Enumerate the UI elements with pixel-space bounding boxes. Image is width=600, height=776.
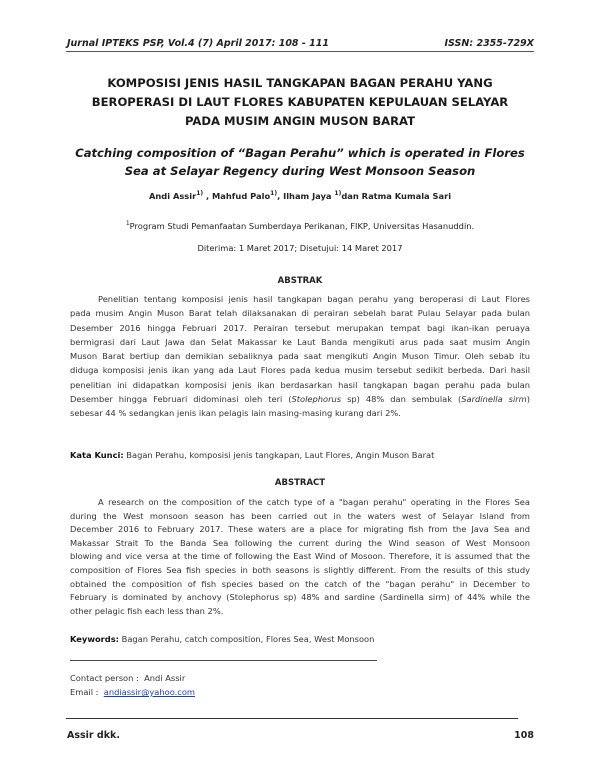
abstract-body — [70, 496, 530, 618]
abstrak-heading: ABSTRAK — [277, 276, 323, 286]
page-number: 108 — [514, 730, 534, 741]
abstract-line: December 2016 to February 2017. These waters are a place for migrating fish from the Java Sea and — [70, 524, 530, 535]
abstrak-text: Desember hingga Februari didominasi oleh teri ( — [70, 394, 292, 405]
en-title-line-2: Sea at Selayar Regency during West Monsoon Season — [124, 164, 476, 178]
issn-header: ISSN: 2355-729X — [444, 38, 534, 49]
author-1-sup: 1) — [196, 190, 204, 197]
abstrak-line: pada musim Angin Muson Barat telah dilaksanakan di perairan sebelah barat Pulau Selayar pada bulan — [70, 308, 530, 319]
email-label: Email : — [70, 687, 99, 697]
abstract-line: February is dominated by anchovy (Stolephorus sp) 48% and sardine (Sardinella sirm) of 44% while the — [70, 592, 530, 603]
footnote-rule — [70, 660, 377, 661]
kata-kunci — [70, 450, 530, 460]
contact-person-name: Andi Assir — [144, 673, 186, 683]
title-indonesian — [66, 74, 534, 131]
author-1: Andi Assir — [148, 190, 197, 201]
abstract-line: blowing and vice versa at the time of following the East Wind of Mosoon. Therefore, it is assumed that the — [70, 551, 530, 562]
abstrak-line: bermigrasi dari Laut Jawa dan Selat Makassar ke Laut Banda mengikuti arus pada saat musim Angin — [70, 336, 530, 347]
author-sep-1: , Mahfud Palo — [203, 190, 271, 201]
title-line-1: KOMPOSISI JENIS HASIL TANGKAPAN BAGAN PERAHU YANG — [107, 76, 493, 90]
abstrak-body — [70, 292, 530, 421]
title-line-2: BEROPERASI DI LAUT FLORES KABUPATEN KEPULAUAN SELAYAR — [91, 95, 509, 109]
abstract-line: other pelagic fish each less than 2%. — [70, 605, 224, 616]
header-rule — [66, 51, 534, 52]
contact-email — [70, 687, 195, 697]
abstract-line: Makassar Strait To the Banda Sea following the current during the Wind season of West Monsoon — [70, 537, 530, 548]
author-sep-2: , Ilham Jaya — [277, 190, 335, 201]
abstract-line: composition of Flores Sea fish species in both seasons is slightly different. From the results of this study — [70, 564, 530, 575]
abstrak-line: diduga komposisi jenis ikan yang ada Laut Flores pada kedua musim tersebut sedikit berbeda. Dari hasil — [70, 365, 530, 376]
abstrak-line — [70, 392, 530, 406]
abstrak-text: sp) 48% dan sembulak ( — [341, 394, 462, 405]
contact-person — [70, 673, 185, 683]
keywords-text: Bagan Perahu, catch composition, Flores Sea, West Monsoon — [118, 634, 375, 644]
keywords — [70, 634, 530, 644]
abstrak-line: sebesar 44 % sedangkan jenis ikan pelagis lain masing-masing kurang dari 2%. — [70, 408, 401, 419]
abstract-line: obtained the composition of fish species based on the catch of the "bagan perahu" in December to — [70, 578, 530, 589]
abstract-heading: ABSTRACT — [274, 478, 326, 488]
affiliation — [66, 220, 534, 231]
species-stolephorus: Stolephorus — [291, 394, 342, 405]
contact-person-label: Contact person : — [70, 673, 139, 683]
title-english — [66, 144, 534, 180]
kata-kunci-label: Kata Kunci: — [70, 450, 124, 460]
abstract-line: A research on the composition of the catch type of a "bagan perahu" operating in the Flores Sea — [98, 497, 530, 507]
title-line-3: PADA MUSIM ANGIN MUSON BARAT — [184, 114, 416, 128]
abstrak-line: Desember 2016 hingga Februari 2017. Perairan tersebut merupakan tempat bagi ikan-ikan peruaya — [70, 322, 530, 333]
email-link[interactable]: andiassir@yahoo.com — [103, 687, 196, 697]
abstrak-line: Penelitian tentang komposisi jenis hasil tangkapan bagan perahu yang beroperasi di Laut Flores — [98, 294, 530, 304]
abstract-line: during the West monsoon season has been carried out in the waters west of Selayar Island from — [70, 510, 530, 521]
affiliation-text: Program Studi Pemanfaatan Sumberdaya Perikanan, FIKP, Universitas Hasanuddin. — [129, 220, 475, 231]
affiliation-sup: 1 — [125, 220, 130, 227]
kata-kunci-text: Bagan Perahu, komposisi jenis tangkapan, Laut Flores, Angin Muson Barat — [123, 450, 435, 460]
author-2-sup: 1) — [270, 190, 278, 197]
footer-authors: Assir dkk. — [67, 730, 120, 741]
species-sardinella: Sardinella sirm — [461, 394, 527, 405]
abstrak-text: ) — [526, 394, 531, 405]
author-sep-3: dan Ratma Kumala Sari — [341, 190, 452, 201]
abstrak-line: Muson Barat bertiup dan demikian sebaliknya pada saat mengikuti Angin Muson Timur. Oleh sebab itu — [70, 351, 530, 362]
journal-header: Jurnal IPTEKS PSP, Vol.4 (7) April 2017: 108 - 111 — [67, 38, 329, 49]
footer-rule — [66, 718, 518, 719]
abstrak-line: penelitian ini didapatkan komposisi jenis ikan berdasarkan hasil tangkapan bagan perahu pada bulan — [70, 379, 530, 390]
author-list — [66, 190, 534, 201]
author-3-sup: 1) — [334, 190, 342, 197]
received-accepted-dates: Diterima: 1 Maret 2017; Disetujui: 14 Maret 2017 — [197, 243, 403, 253]
en-title-line-1: Catching composition of “Bagan Perahu” which is operated in Flores — [75, 146, 525, 160]
keywords-label: Keywords: — [70, 634, 119, 644]
